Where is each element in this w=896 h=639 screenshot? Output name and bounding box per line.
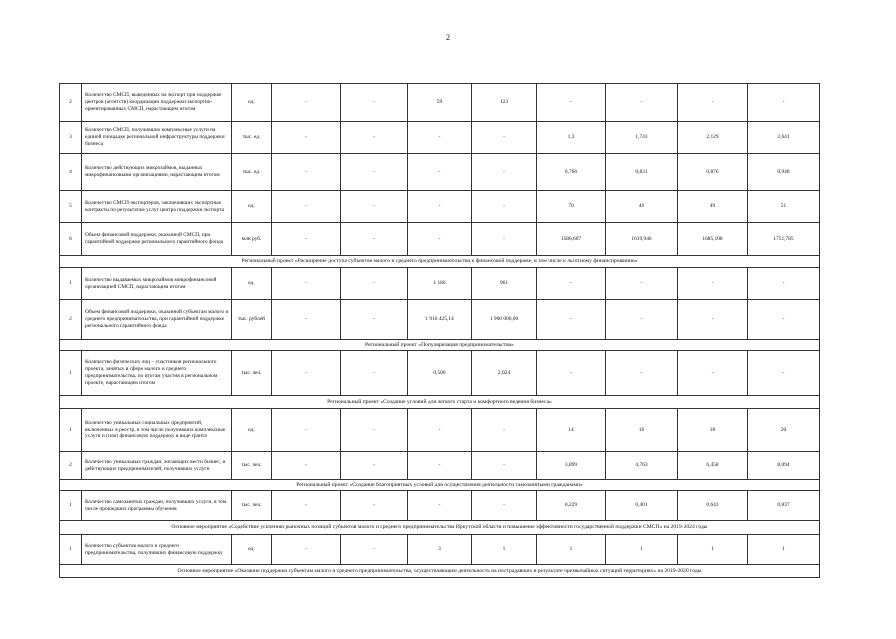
value-cell: - — [678, 84, 748, 122]
value-cell: 3,899 — [537, 452, 606, 480]
section-header-row — [60, 565, 820, 578]
unit-cell: тыс. чел. — [232, 351, 272, 396]
section-header-row — [60, 256, 820, 268]
value-cell: - — [408, 191, 472, 223]
row-number: 2 — [60, 452, 82, 480]
value-cell: - — [537, 268, 606, 300]
value-cell: - — [748, 268, 820, 300]
table-row — [60, 223, 820, 256]
section-title: Региональный проект «Популяризация предпринимательства» — [60, 340, 820, 351]
unit-cell: млн руб. — [232, 223, 272, 256]
value-cell: 1 — [678, 535, 748, 565]
indicator-name: Количество СМСП, выведенных на экспорт при поддержке центров (агентств) координации поддержки экспортно-ориентированных СМСП, нарастающим итогом — [82, 84, 232, 122]
value-cell: - — [408, 409, 472, 452]
value-cell: 0,229 — [537, 491, 606, 521]
value-cell: 18 — [678, 409, 748, 452]
value-cell: - — [748, 300, 820, 340]
value-cell: - — [537, 351, 606, 396]
unit-cell: тыс. ед. — [232, 154, 272, 191]
row-number: 3 — [60, 122, 82, 154]
value-cell: 1,3 — [537, 122, 606, 154]
value-cell: 0,876 — [678, 154, 748, 191]
value-cell: 1 186 — [408, 268, 472, 300]
indicator-name: Количество СМСП-экспортеров, заключивших экспортные контракты по результатам услуг центра поддержки экспорта — [82, 191, 232, 223]
row-number: 1 — [60, 535, 82, 565]
value-cell: 1 — [472, 535, 537, 565]
value-cell: - — [472, 223, 537, 256]
value-cell: - — [272, 268, 341, 300]
row-number: 2 — [60, 300, 82, 340]
indicator-table — [59, 83, 820, 578]
row-number: 1 — [60, 409, 82, 452]
table-row — [60, 491, 820, 521]
value-cell: 1 — [606, 535, 678, 565]
value-cell: - — [341, 154, 408, 191]
section-header-row — [60, 340, 820, 351]
row-number: 1 — [60, 491, 82, 521]
indicator-name: Количество самозанятых граждан, получивших услуги, в том числе прошедших программы обучения — [82, 491, 232, 521]
value-cell: - — [472, 191, 537, 223]
table-row — [60, 351, 820, 396]
value-cell: - — [748, 84, 820, 122]
value-cell: 16 — [606, 409, 678, 452]
unit-cell: ед. — [232, 268, 272, 300]
indicator-name: Количество выдаваемых микрозаймов микрофинансовой организацией СМСП, нарастающим итогом — [82, 268, 232, 300]
indicator-name: Количество СМСП, получивших комплексные услуги на единой площадке региональной инфраструктуры поддержки бизнеса — [82, 122, 232, 154]
value-cell: 1619,946 — [606, 223, 678, 256]
value-cell: 0,831 — [606, 154, 678, 191]
value-cell: - — [678, 300, 748, 340]
value-cell: - — [272, 452, 341, 480]
value-cell: - — [472, 491, 537, 521]
value-cell: 123 — [472, 84, 537, 122]
unit-cell: тыс. чел. — [232, 491, 272, 521]
value-cell: - — [408, 452, 472, 480]
indicator-name: Количество действующих микрозаймов, выданных микрофинансовыми организациями, нарастающим итогом — [82, 154, 232, 191]
unit-cell: ед. — [232, 191, 272, 223]
row-number: 1 — [60, 268, 82, 300]
value-cell: 1685,108 — [678, 223, 748, 256]
value-cell: - — [606, 268, 678, 300]
indicator-name: Количество уникальных граждан, желающих вести бизнес, и действующих предпринимателей, получивших услуги — [82, 452, 232, 480]
table-row — [60, 300, 820, 340]
value-cell: 1 916 425,14 — [408, 300, 472, 340]
value-cell: 0,643 — [678, 491, 748, 521]
value-cell: 51 — [748, 191, 820, 223]
value-cell: - — [272, 409, 341, 452]
value-cell: - — [341, 409, 408, 452]
table-row — [60, 452, 820, 480]
value-cell: 1 900 000,00 — [472, 300, 537, 340]
value-cell: - — [606, 351, 678, 396]
value-cell: - — [472, 409, 537, 452]
value-cell: 0,766 — [537, 154, 606, 191]
indicator-name: Объем финансовой поддержки, оказанной субъектам малого и среднего предпринимательства, при гарантийной поддержке регионального гарантийного фонда — [82, 300, 232, 340]
value-cell: - — [341, 300, 408, 340]
unit-cell: ед. — [232, 409, 272, 452]
value-cell: 6,458 — [678, 452, 748, 480]
row-number: 4 — [60, 154, 82, 191]
page-number: 2 — [446, 33, 450, 42]
value-cell: - — [341, 351, 408, 396]
value-cell: 70 — [537, 191, 606, 223]
unit-cell: тыс. рублей — [232, 300, 272, 340]
table-row — [60, 409, 820, 452]
row-number: 6 — [60, 223, 82, 256]
value-cell: - — [341, 535, 408, 565]
unit-cell: ед. — [232, 84, 272, 122]
value-cell: - — [606, 300, 678, 340]
value-cell: 1751,785 — [748, 223, 820, 256]
value-cell: - — [408, 154, 472, 191]
value-cell: - — [341, 84, 408, 122]
table-body — [60, 84, 820, 578]
value-cell: 2,024 — [472, 351, 537, 396]
value-cell: - — [408, 122, 472, 154]
section-title: Основное мероприятие «Оказание поддержки субъектам малого и среднего предпринимательства, осуществляющим деятельность на пострадавших в результате чрезвычайных ситуаций территориях» на 2019-2020 годы — [60, 565, 820, 578]
table-row — [60, 191, 820, 223]
indicator-name: Количество субъектов малого и среднего предпринимательства, получивших финансовую поддержку — [82, 535, 232, 565]
value-cell: - — [341, 268, 408, 300]
value-cell: 4,763 — [606, 452, 678, 480]
indicator-name: Количество физических лиц – участников регионального проекта, занятых в сфере малого и среднего предпринимательства, по итогам участия в региональном проекте, нарастающим итогом — [82, 351, 232, 396]
value-cell: - — [537, 84, 606, 122]
unit-cell: тыс. чел. — [232, 452, 272, 480]
value-cell: 0,837 — [748, 491, 820, 521]
value-cell: 1,743 — [606, 122, 678, 154]
value-cell: 0,506 — [408, 351, 472, 396]
table-row — [60, 154, 820, 191]
indicator-name: Количество уникальных социальных предприятий, включенных в реестр, в том числе получивших комплексные услуги и (или) финансовую поддержку в виде гранта — [82, 409, 232, 452]
value-cell: - — [678, 268, 748, 300]
value-cell: 1 — [748, 535, 820, 565]
value-cell: 0,401 — [606, 491, 678, 521]
section-header-row — [60, 480, 820, 491]
section-title: Региональный проект «Создание условий для легкого старта и комфортного ведения бизнеса» — [60, 396, 820, 409]
value-cell: - — [537, 300, 606, 340]
value-cell: - — [472, 452, 537, 480]
section-header-row — [60, 521, 820, 535]
section-title: Региональный проект «Расширение доступа субъектов малого и среднего предпринимательства к финансовой поддержке, в том числе к льготному финансированию» — [60, 256, 820, 268]
value-cell: - — [748, 351, 820, 396]
value-cell: - — [341, 452, 408, 480]
value-cell: 8,094 — [748, 452, 820, 480]
value-cell: 1586,607 — [537, 223, 606, 256]
value-cell: - — [341, 122, 408, 154]
value-cell: - — [341, 223, 408, 256]
value-cell: - — [272, 122, 341, 154]
table-row — [60, 535, 820, 565]
section-title: Основное мероприятие «Содействие усилению рыночных позиций субъектов малого и среднего предпринимательства Иркутской области и повышение эффективности государственной поддержки СМСП» на 2019-2024 годы — [60, 521, 820, 535]
value-cell: - — [272, 84, 341, 122]
row-number: 2 — [60, 84, 82, 122]
section-title: Региональный проект «Создание благоприятных условий для осуществления деятельности самозанятыми гражданами» — [60, 480, 820, 491]
value-cell: 1 — [537, 535, 606, 565]
value-cell: - — [272, 154, 341, 191]
unit-cell: тыс. ед. — [232, 122, 272, 154]
value-cell: 0,948 — [748, 154, 820, 191]
value-cell: 2,641 — [748, 122, 820, 154]
value-cell: - — [272, 491, 341, 521]
section-header-row — [60, 396, 820, 409]
row-number: 1 — [60, 351, 82, 396]
value-cell: - — [472, 154, 537, 191]
value-cell: - — [272, 191, 341, 223]
value-cell: - — [272, 535, 341, 565]
value-cell: - — [272, 223, 341, 256]
value-cell: 46 — [606, 191, 678, 223]
unit-cell: ед. — [232, 535, 272, 565]
value-cell: 49 — [678, 191, 748, 223]
value-cell: - — [408, 223, 472, 256]
value-cell: 961 — [472, 268, 537, 300]
value-cell: - — [408, 491, 472, 521]
table-row — [60, 84, 820, 122]
value-cell: - — [341, 191, 408, 223]
row-number: 5 — [60, 191, 82, 223]
value-cell: - — [606, 84, 678, 122]
value-cell: - — [472, 122, 537, 154]
value-cell: - — [678, 351, 748, 396]
value-cell: 3 — [408, 535, 472, 565]
value-cell: 20 — [748, 409, 820, 452]
table-row — [60, 268, 820, 300]
table-row — [60, 122, 820, 154]
value-cell: - — [272, 300, 341, 340]
value-cell: 59 — [408, 84, 472, 122]
value-cell: 14 — [537, 409, 606, 452]
value-cell: - — [272, 351, 341, 396]
value-cell: - — [341, 491, 408, 521]
indicator-name: Объем финансовой поддержки, оказанной СМСП, при гарантийной поддержке регионального гарантийного фонда — [82, 223, 232, 256]
value-cell: 2,129 — [678, 122, 748, 154]
